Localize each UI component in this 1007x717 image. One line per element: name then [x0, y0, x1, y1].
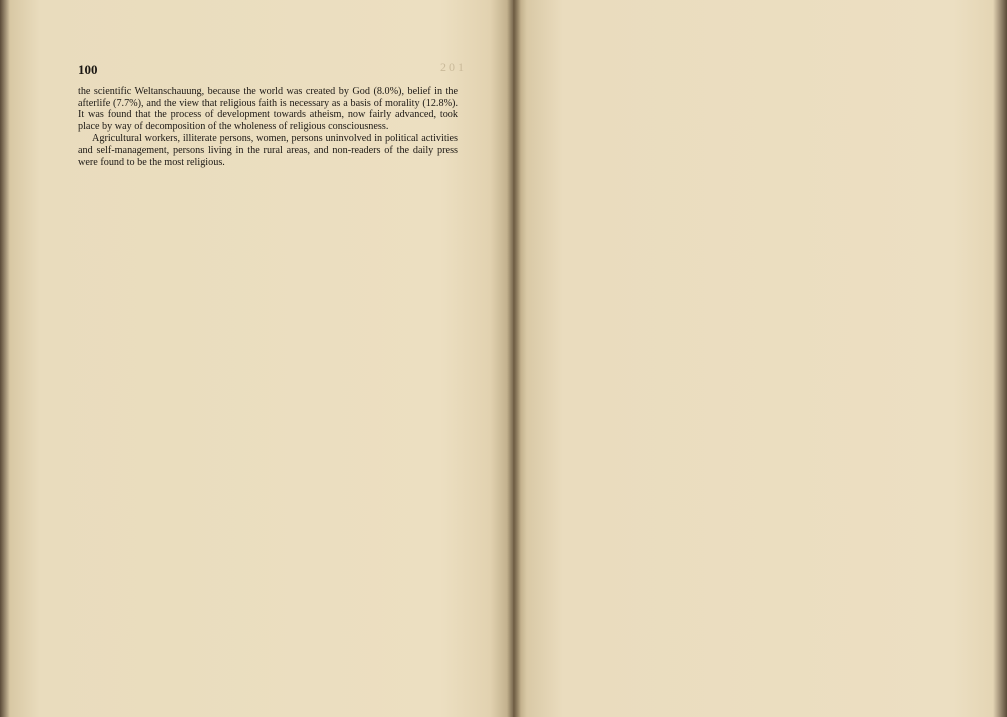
page-number: 100: [78, 62, 98, 77]
bleed-through-number: 2 0 1: [440, 60, 464, 74]
summary-paragraph: Agricultural workers, illiterate persons, women, persons uninvolved in political activities and self-management, persons living in the rural areas, and non-readers of the daily press were found to be the most religious.: [78, 133, 458, 168]
summary-paragraph: the scientific Weltanschauung, because the world was created by God (8.0%), belief in the afterlife (7.7%), and the view that religious faith is necessary as a basis of morality (12.8%). It was found that the process of development towards atheism, now fairly advanced, took place by way of decomposition of the wholeness of religious consciousness.: [78, 86, 458, 132]
book-gutter: [507, 0, 521, 717]
english-summary: [78, 86, 458, 168]
right-page: [513, 0, 1007, 717]
